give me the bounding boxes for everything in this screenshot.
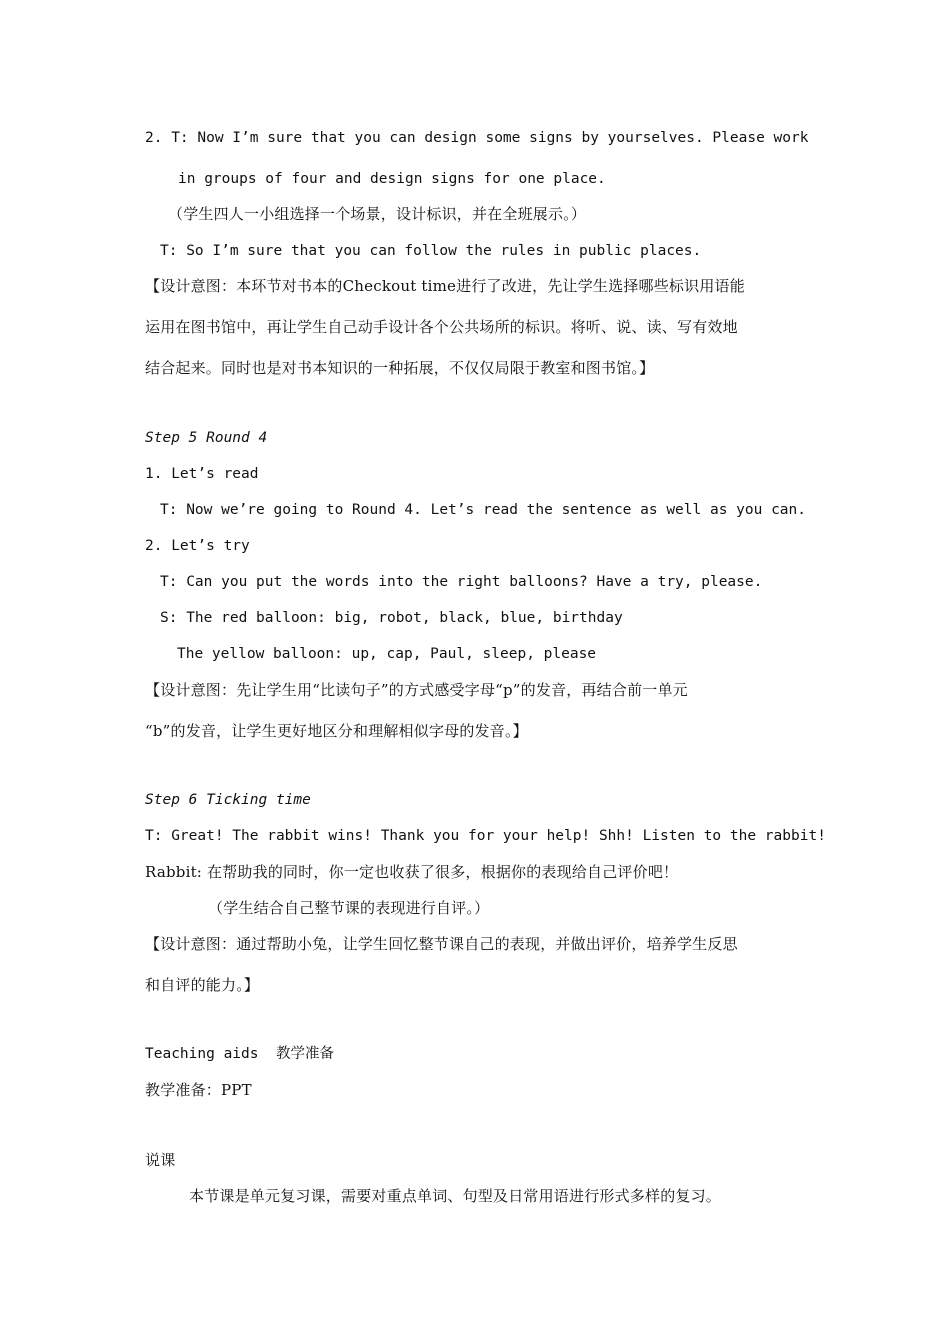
step5-line: The yellow balloon: up, cap, Paul, sleep, please <box>177 646 597 662</box>
design-intent-line: 和自评的能力。】 <box>145 976 260 994</box>
student-activity-note: （学生四人一小组选择一个场景，设计标识，并在全班展示。） <box>168 205 587 223</box>
design-intent-line: “b”的发音，让学生更好地区分和理解相似字母的发音。】 <box>145 722 528 740</box>
step4-item2-line: 2. T: Now I’m sure that you can design some signs by yourselves. Please work <box>145 130 809 146</box>
step6-line: Rabbit: 在帮助我的同时，你一定也收获了很多，根据你的表现给自己评价吧！ <box>145 863 679 881</box>
step5-line: S: The red balloon: big, robot, black, blue, birthday <box>160 610 623 626</box>
step6-line: T: Great! The rabbit wins! Thank you for your help! Shh! Listen to the rabbit! <box>145 828 826 844</box>
lesson-talk-line: 本节课是单元复习课，需要对重点单词、句型及日常用语进行形式多样的复习。 <box>189 1187 722 1205</box>
lesson-talk-heading: 说课 <box>145 1151 176 1169</box>
design-intent-line: 结合起来。同时也是对书本知识的一种拓展，不仅仅局限于教室和图书馆。】 <box>145 359 655 377</box>
step5-line: T: Can you put the words into the right balloons? Have a try, please. <box>160 574 763 590</box>
step5-heading: Step 5 Round 4 <box>145 430 268 446</box>
teaching-aids-heading: Teaching aids 教学准备 <box>145 1046 334 1062</box>
design-intent-line: 运用在图书馆中，再让学生自己动手设计各个公共场所的标识。将听、说、读、写有效地 <box>145 318 738 336</box>
teacher-line: T: So I’m sure that you can follow the rules in public places. <box>160 243 702 259</box>
step5-line: T: Now we’re going to Round 4. Let’s read the sentence as well as you can. <box>160 502 807 518</box>
step4-item2-continuation: in groups of four and design signs for one place. <box>178 171 606 187</box>
step6-heading: Step 6 Ticking time <box>145 792 311 808</box>
step5-line: 1. Let’s read <box>145 466 259 482</box>
design-intent-line: 【设计意图：先让学生用“比读句子”的方式感受字母“p”的发音，再结合前一单元 <box>145 681 688 699</box>
step6-line: （学生结合自己整节课的表现进行自评。） <box>208 899 490 917</box>
step5-line: 2. Let’s try <box>145 538 250 554</box>
teaching-aids-line: 教学准备：PPT <box>145 1081 252 1099</box>
design-intent-line: 【设计意图：通过帮助小兔，让学生回忆整节课自己的表现，并做出评价，培养学生反思 <box>145 935 738 953</box>
design-intent-line: 【设计意图：本环节对书本的Checkout time进行了改进，先让学生选择哪些标识用语能 <box>145 277 745 295</box>
